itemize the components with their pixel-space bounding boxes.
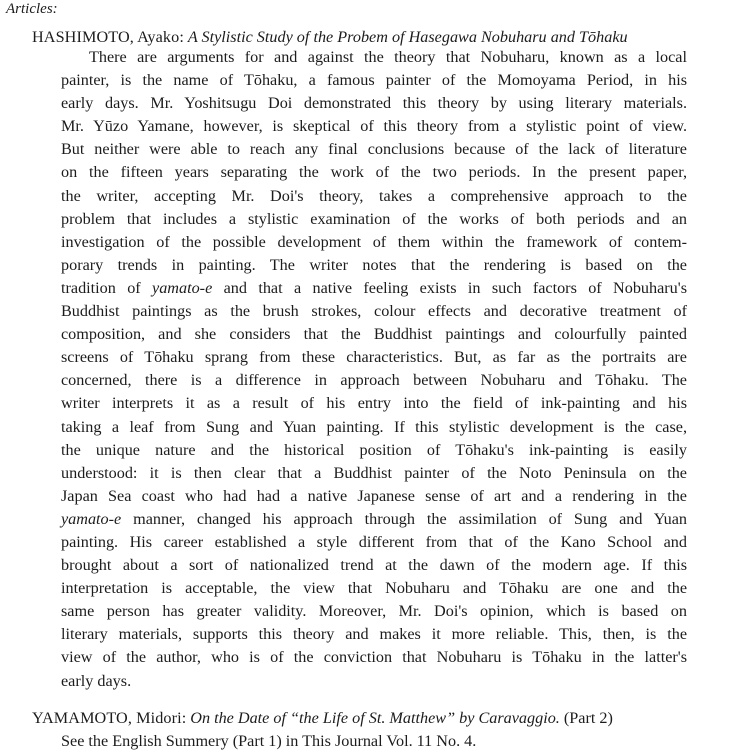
article-author: YAMAMOTO, Midori xyxy=(32,709,182,727)
abstract-line: the unique nature and the historical position of Tōhaku's ink-painting is easily xyxy=(61,440,687,459)
article-heading xyxy=(32,27,628,47)
abstract-line: composition, and she considers that the Buddhist paintings and colourfully painted xyxy=(61,325,687,344)
heading-separator: : xyxy=(181,709,187,727)
abstract-line: yamato-e manner, changed his approach through the assimilation of Sung and Yuan xyxy=(61,509,687,528)
abstract-line: writer interprets it as a result of his entry into the field of ink-painting and his xyxy=(61,394,687,413)
article-title: On the Date of “the Life of St. Matthew” by Caravaggio. xyxy=(190,709,560,727)
abstract-line: porary trends in painting. The writer notes that the rendering is based on the xyxy=(61,255,687,274)
abstract-line: brought about a sort of nationalized trend at the dawn of the modern age. If this xyxy=(61,556,687,575)
abstract-line: Japan Sea coast who had had a native Japanese sense of art and a rendering in the xyxy=(61,486,687,505)
abstract-line: But neither were able to reach any final conclusions because of the lack of literature xyxy=(61,140,687,159)
abstract-line: There are arguments for and against the theory that Nobuharu, known as a local xyxy=(89,48,687,66)
abstract-line: literary materials, supports this theory and makes it more reliable. This, then, is the xyxy=(61,625,687,644)
abstract-line: Buddhist paintings as the brush strokes, colour effects and decorative treatment of xyxy=(61,302,687,321)
abstract-line: concerned, there is a difference in approach between Nobuharu and Tōhaku. The xyxy=(61,371,687,390)
section-label: Articles: xyxy=(6,1,58,17)
abstract-line: view of the author, who is of the conviction that Nobuharu is Tōhaku in the latter's xyxy=(61,648,687,667)
heading-separator: : xyxy=(179,28,184,46)
article-note: See the English Summery (Part 1) in This Journal Vol. 11 No. 4. xyxy=(61,732,477,750)
abstract-line: taking a leaf from Sung and Yuan painting. If this stylistic development is the case, xyxy=(61,417,687,436)
article-title: A Stylistic Study of the Probem of Hasegawa Nobuharu and Tōhaku xyxy=(187,28,628,46)
abstract-line: same person has greater validity. Moreover, Mr. Doi's opinion, which is based on xyxy=(61,602,687,621)
abstract-line: painter, is the name of Tōhaku, a famous painter of the Momoyama Period, in his xyxy=(61,71,687,90)
abstract-line: investigation of the possible development of them within the framework of contem- xyxy=(61,232,687,251)
abstract-line: problem that includes a stylistic examination of the works of both periods and an xyxy=(61,209,687,228)
italic-term: yamato-e xyxy=(61,509,122,528)
abstract-line: Mr. Yūzo Yamane, however, is skeptical of this theory from a stylistic point of view. xyxy=(61,117,687,136)
abstract-line: understood: it is then clear that a Buddhist painter of the Noto Peninsula on the xyxy=(61,463,687,482)
abstract-line: interpretation is acceptable, the view that Nobuharu and Tōhaku are one and the xyxy=(61,579,687,598)
abstract-line: tradition of yamato-e and that a native feeling exists in such factors of Nobuharu's xyxy=(61,278,687,297)
italic-term: yamato-e xyxy=(152,278,213,297)
article-abstract xyxy=(61,46,687,693)
article-heading xyxy=(32,708,613,728)
abstract-line: on the fifteen years separating the work of the two periods. In the present paper, xyxy=(61,163,687,182)
article-author: HASHIMOTO, Ayako xyxy=(32,28,180,46)
abstract-line: early days. xyxy=(61,671,132,690)
abstract-line: early days. Mr. Yoshitsugu Doi demonstrated this theory by using literary materials. xyxy=(61,94,687,113)
article-part: (Part 2) xyxy=(563,709,613,727)
abstract-line: painting. His career established a style different from that of the Kano School and xyxy=(61,532,687,551)
abstract-line: the writer, accepting Mr. Doi's theory, takes a comprehensive approach to the xyxy=(61,186,687,205)
abstract-line: screens of Tōhaku sprang from these characteristics. But, as far as the portraits are xyxy=(61,348,687,367)
